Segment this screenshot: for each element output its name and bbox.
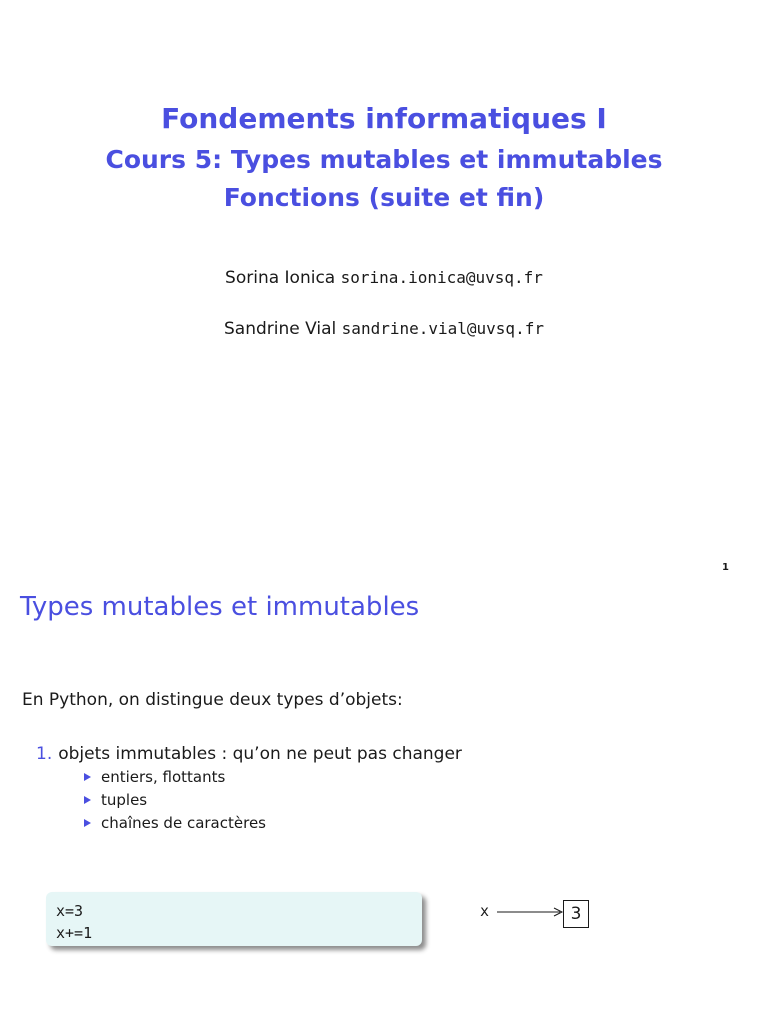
variable-reference-diagram (470, 894, 610, 934)
sub-list-item-text: entiers, flottants (101, 768, 226, 786)
author-name: Sorina Ionica (225, 268, 336, 288)
author-email: sandrine.vial@uvsq.fr (341, 319, 544, 338)
list-item (36, 744, 462, 835)
sub-list-item (84, 789, 462, 812)
author-name: Sandrine Vial (224, 319, 337, 339)
list-item-number: 1. (36, 744, 53, 764)
frame-title: Types mutables et immutables (20, 592, 420, 622)
sub-list-item (84, 766, 462, 789)
sub-list-item-text: chaînes de caractères (101, 814, 266, 832)
triangle-bullet-icon (84, 819, 91, 827)
presentation-subtitle-line1: Cours 5: Types mutables et immutables (105, 145, 663, 174)
triangle-bullet-icon (84, 796, 91, 804)
author-line (0, 268, 768, 288)
enumerated-list (36, 744, 462, 835)
sub-list (36, 766, 462, 835)
arrow-right-icon (496, 902, 566, 922)
author-line (0, 319, 768, 339)
presentation-subtitle-line2: Fonctions (suite et fin) (223, 183, 545, 212)
triangle-bullet-icon (84, 773, 91, 781)
sub-list-item-text: tuples (101, 791, 148, 809)
content-slide (0, 576, 768, 1024)
code-line: x+=1 (56, 924, 93, 942)
page-number: 1 (722, 562, 729, 573)
code-block (46, 892, 422, 946)
value-box: 3 (563, 900, 589, 928)
list-item-text: objets immutables : qu’on ne peut pas changer (58, 744, 462, 764)
presentation-title: Fondements informatiques I (161, 102, 607, 135)
code-line: x=3 (56, 902, 84, 920)
intro-text: En Python, on distingue deux types d’objets: (22, 690, 403, 710)
author-email: sorina.ionica@uvsq.fr (340, 268, 543, 287)
sub-list-item (84, 812, 462, 835)
variable-label: x (480, 902, 490, 920)
